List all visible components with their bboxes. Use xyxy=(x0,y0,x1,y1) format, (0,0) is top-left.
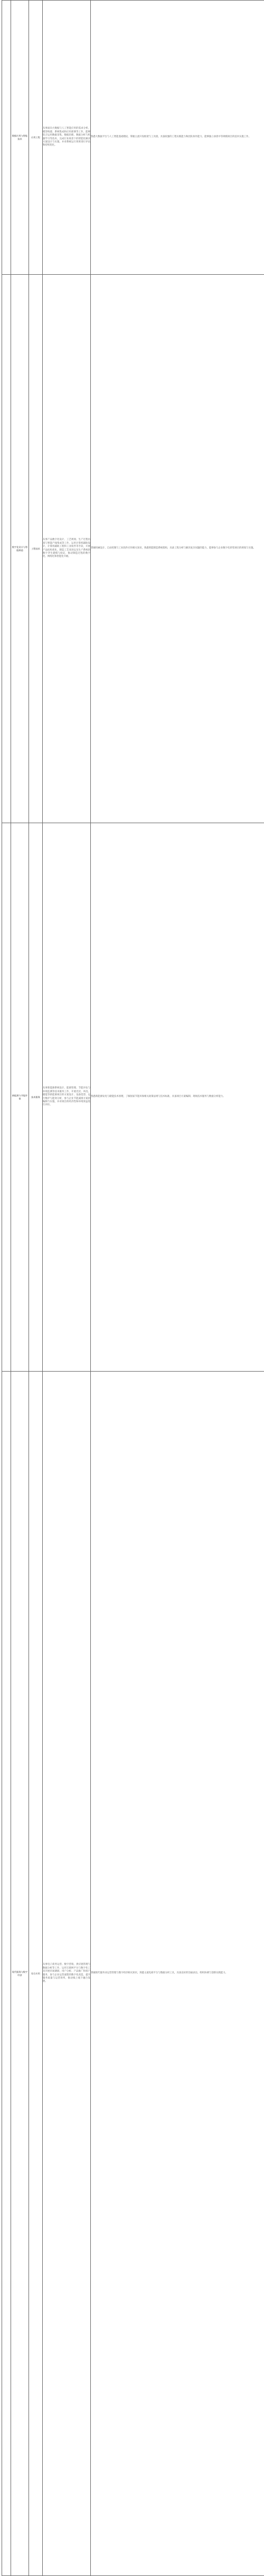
field-label: 应用工程 xyxy=(31,136,40,139)
index-cell xyxy=(2,275,11,823)
index-cell xyxy=(2,823,11,1372)
requirement-cell xyxy=(91,1372,264,2576)
field-label: 工程技术 xyxy=(31,547,40,550)
requirement-text: 熟悉大数据平台与人工智能基础理论，掌握主流开发框架与工具链，具备较强的工程实践能力和团队协作能力，能够独立承担中等规模项目的技术实施工作。 xyxy=(91,136,264,139)
requirement-cell xyxy=(91,823,264,1372)
content-cell xyxy=(43,1372,91,2576)
content-table xyxy=(2,0,264,2576)
requirement-text: 掌握机械设计、自动控制与工业软件应用相关知识，熟悉智能制造系统架构，具备工程分析与解决复杂问题的能力，能够参与企业数字化转型项目的规划与实施。 xyxy=(91,547,264,550)
category-cell xyxy=(11,1,29,275)
category-label: 新能源与节能环保 xyxy=(12,1094,27,1100)
field-cell xyxy=(29,1372,43,2576)
content-text: 从事电子商务运营、数字营销、供应链管理与数据分析等工作，运用互联网平台与数字化工具开展市场调研、用户分析、产品推广和客户服务，参与企业运营流程的数字化改造，提升服务质量与运营效率，推动线上线下融合发展。 xyxy=(43,1963,90,1983)
field-label: 技术服务 xyxy=(31,1096,40,1098)
requirement-text: 熟悉新能源发电与储能技术原理，了解国家节能环保相关政策法规与技术标准，具备项目方案编制、现场技术服务与数据分析能力。 xyxy=(91,1095,264,1098)
requirement-text: 掌握现代服务业运营管理与数字经济相关知识，熟悉主流电商平台与数据分析工具，具备良好的沟通表达、组织协调与创新实践能力。 xyxy=(91,1972,264,1975)
category-label: 数据应用与智能技术 xyxy=(12,134,27,140)
category-label: 现代服务与数字经济 xyxy=(12,1971,27,1976)
content-cell xyxy=(43,275,91,823)
field-cell xyxy=(29,823,43,1372)
category-cell xyxy=(11,275,29,823)
table-row xyxy=(2,823,264,1372)
category-cell xyxy=(11,1372,29,2576)
index-cell xyxy=(2,1,11,275)
category-label: 数字化设计与智能制造 xyxy=(12,546,27,552)
field-cell xyxy=(29,275,43,823)
table-row xyxy=(2,275,264,823)
field-cell xyxy=(29,1,43,275)
table-row xyxy=(2,1372,264,2576)
requirement-cell xyxy=(91,1,264,275)
table-row xyxy=(2,1,264,275)
content-text: 从事面向大数据与人工智能应用的需求分析、模型构建、系统集成和应用部署等工作，能够综合运用数据采集、数据治理、数据分析与机器学习等技术，完成行业场景下的智能化解决方案设计与实施，并对系统运行效果进行评估和持续优化。 xyxy=(43,127,90,147)
content-text: 从事新能源系统设计、能源管理、节能评估与环境监测等技术服务工作，开展光伏、风电、储能等新能源项目的方案设计、设备选型、运行维护与能效分析，参与企业节能减排方案的编制与实施，并对项目的经济性和环境效益进行评价。 xyxy=(43,1087,90,1107)
field-label: 综合应用 xyxy=(31,1972,40,1975)
content-text: 从事产品数字化设计、工艺规划、生产过程仿真与智能产线集成等工作，运用计算机辅助设计、计算机辅助工程和工业软件等手段，开展产品结构优化、制造工艺改进以及生产系统的数字孪生建模与验证，推动制造过程的数字化、网络化和智能化升级。 xyxy=(43,538,90,558)
content-cell xyxy=(43,823,91,1372)
content-cell xyxy=(43,1,91,275)
requirement-cell xyxy=(91,275,264,823)
category-cell xyxy=(11,823,29,1372)
index-cell xyxy=(2,1372,11,2576)
